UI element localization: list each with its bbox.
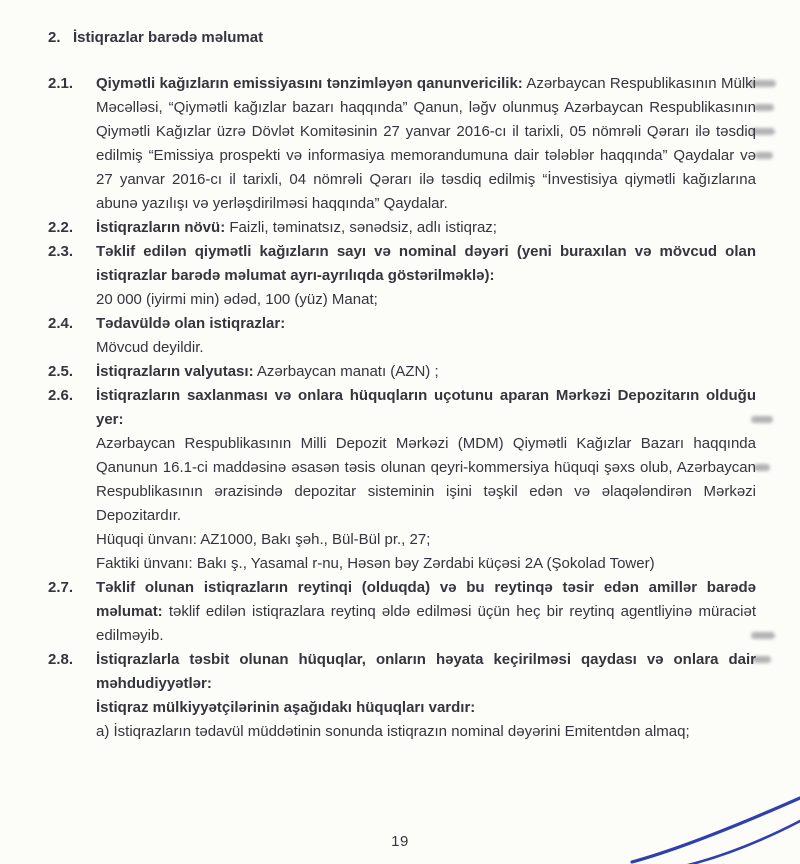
clause-title-run: İstiqrazların saxlanması və onlara hüquqların uçotunu aparan Mərkəzi Depozitarın olduğu yer: [96,387,756,428]
clause-text-run: təklif edilən istiqrazlara reytinq əldə edilməsi üçün heç bir reytinq agentliyinə müraciət edilməyib. [96,603,756,644]
clause-2-5 [48,360,756,384]
clause-number: 2.7. [48,579,74,596]
signature-ink [628,790,800,864]
clause-number: 2.4. [48,315,74,332]
clause-paragraph [96,576,756,648]
scan-smudge [754,104,774,111]
clause-2-7 [48,576,756,648]
clause-number: 2.6. [48,387,74,404]
clause-2-2 [48,216,756,240]
clause-paragraph [96,216,756,240]
clause-title-run: İstiqrazların növü: [96,219,226,236]
clause-2-1 [48,72,756,216]
clause-text-run: Mövcud deyildir. [96,339,204,356]
clause-text-run: Faktiki ünvanı: Bakı ş., Yasamal r-nu, Həsən bəy Zərdabi küçəsi 2A (Şokolad Tower) [96,555,655,572]
scan-smudge [751,632,775,639]
clause-number: 2.3. [48,243,74,260]
clause-body [96,216,756,240]
scan-smudge [755,152,773,159]
clause-title-run: Qiymətli kağızların emissiyasını tənzimləyən qanunvericilik: [96,75,523,92]
clause-title-run: İstiqrazlarla təsbit olunan hüquqlar, onların həyata keçirilməsi qaydası və onlara dair məhdudiyyətlər: [96,651,756,692]
clause-body [96,312,756,360]
scan-smudge [751,416,773,423]
clause-paragraph [96,312,756,336]
scan-smudge [750,80,776,87]
clause-2-4 [48,312,756,360]
clause-paragraph [96,336,756,360]
clause-body [96,240,756,312]
clause-text-run: Hüquqi ünvanı: AZ1000, Bakı şəh., Bül-Bül pr., 27; [96,531,431,548]
document-content [48,26,756,744]
clause-paragraph [96,432,756,528]
clause-2-6 [48,384,756,576]
clause-body [96,360,756,384]
clause-body [96,72,756,216]
clause-title-run: İstiqraz mülkiyyətçilərinin aşağıdakı hüquqları vardır: [96,699,476,716]
section-heading [48,26,756,50]
clause-body [96,648,756,744]
scan-smudge [754,464,770,471]
page-number: 19 [391,833,409,850]
clause-paragraph [96,648,756,696]
clause-text-run: Faizli, təminatsız, sənədsiz, adlı istiqraz; [225,219,497,236]
clause-text-run: a) İstiqrazların tədavül müddətinin sonunda istiqrazın nominal dəyərini Emitentdən almaq; [96,723,690,740]
clause-paragraph [96,288,756,312]
clause-number: 2.1. [48,75,74,92]
scan-smudge [751,128,775,135]
clause-title-run: İstiqrazların valyutası: [96,363,254,380]
clause-text-run: 20 000 (iyirmi min) ədəd, 100 (yüz) Manat; [96,291,378,308]
section-title: İstiqrazlar barədə məlumat [73,29,264,46]
actual-address-line [96,552,756,576]
clause-body [96,576,756,648]
clause-number: 2.8. [48,651,74,668]
clause-2-8 [48,648,756,744]
clause-title-run: Təklif edilən qiymətli kağızların sayı və nominal dəyəri (yeni buraxılan və mövcud olan istiqrazlar barədə məlumat ayrı-ayrılıqda göstərilməklə): [96,243,756,284]
clause-subheading [96,696,756,720]
clause-body [96,384,756,576]
legal-address-line [96,528,756,552]
clause-2-3 [48,240,756,312]
clause-title-run: Tədavüldə olan istiqrazlar: [96,315,286,332]
clause-number: 2.2. [48,219,74,236]
clause-text-run: Azərbaycan Respublikasının Mülki Məcəlləsi, “Qiymətli kağızlar bazarı haqqında” Qanun, ləğv olunmuş Azərbaycan Respublikasının Qiymətli Kağızlar üzrə Dövlət Komitəsinin 27 yanvar 2016-cı il tarixli, 05 nömrəli Qərarı ilə təsdiq edilmiş “Emissiya prospekti və informasiya memorandumuna dair tələblər haqqında” Qaydalar və 27 yanvar 2016-cı il tarixli, 04 nömrəli Qərarı ilə təsdiq edilmiş “İnvestisiya qiymətli kağızlarına abunə yazılışı və yerləşdirilməsi haqqında” Qaydalar. [96,75,757,212]
clause-number: 2.5. [48,363,74,380]
clause-paragraph [96,72,756,216]
clause-text-run: Azərbaycan manatı (AZN) ; [253,363,439,380]
clause-list-item-a [96,720,756,744]
clause-text-run: Azərbaycan Respublikasının Milli Depozit Mərkəzi (MDM) Qiymətli Kağızlar Bazarı haqqında Qanunun 16.1-ci maddəsinə əsasən təsis olunan qeyri-kommersiya hüquqi şəxs olub, Azərbaycan Respublikasının ərazisində depozitar sisteminin işini təşkil edən və əlaqələndirən Mərkəzi Depozitardır. [96,435,756,524]
clause-title-run: Təklif olunan istiqrazların reytinqi (olduqda) və bu reytinqə təsir edən amillər barədə məlumat: [96,579,756,620]
clause-paragraph [96,240,756,288]
scan-smudge [753,656,771,663]
section-number: 2. [48,29,61,46]
clause-paragraph [96,360,756,384]
clause-paragraph [96,384,756,432]
signature-stroke [632,798,800,862]
